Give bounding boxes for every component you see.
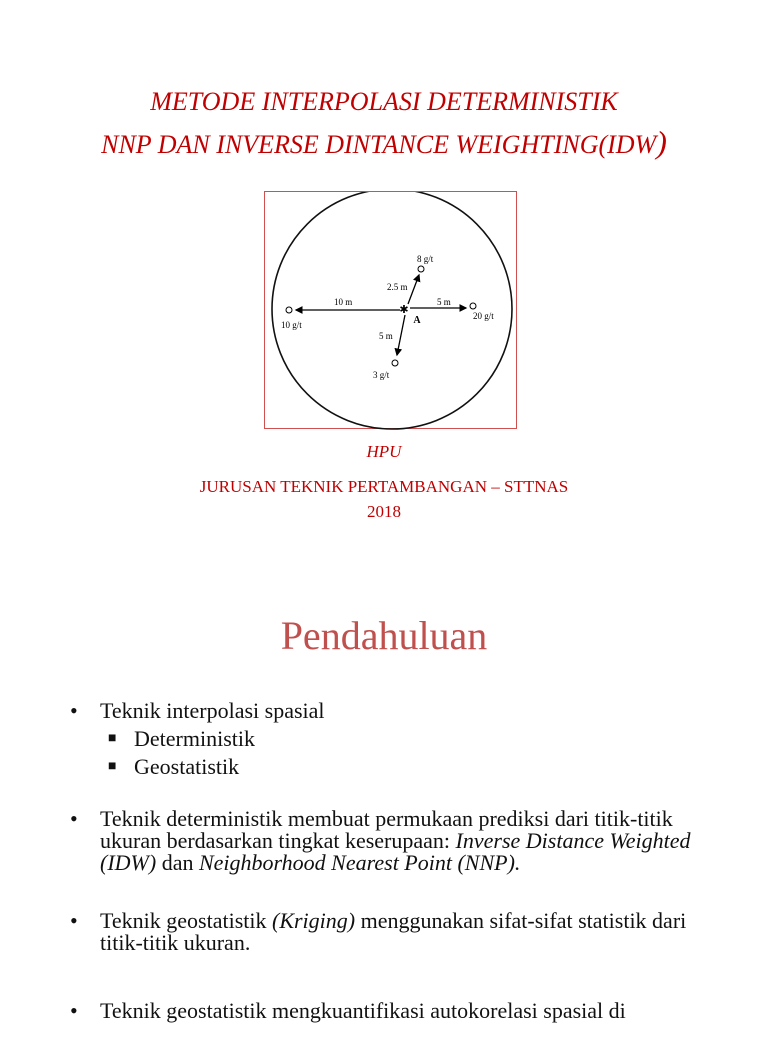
- bullet-item: [70, 808, 710, 874]
- bullet-item: [70, 910, 710, 954]
- bullet-text: dan: [156, 850, 199, 875]
- department-info: [0, 474, 768, 524]
- author-initials: HPU: [366, 442, 402, 461]
- sample-point-top: [418, 266, 424, 272]
- bullet-text: Teknik geostatistik mengkuantifikasi autokorelasi spasial di: [100, 998, 626, 1023]
- center-point-marker: ✱: [399, 304, 409, 316]
- label-top-value: 8 g/t: [417, 254, 434, 264]
- bullet-list: [70, 700, 710, 1050]
- year: 2018: [367, 502, 401, 521]
- bullet-dot: •: [70, 908, 78, 933]
- bullet-italic-text: Neighborhood Nearest Point (NNP).: [198, 850, 521, 875]
- sub-bullet-text: Geostatistik: [134, 754, 240, 779]
- label-left-value: 10 g/t: [281, 320, 302, 330]
- title-line-2: [0, 122, 768, 165]
- idw-diagram: [265, 192, 518, 430]
- bullet-text: Teknik deterministik membuat permukaan prediksi dari titik-titik ukuran berdasarkan tingkat keserupaan:: [100, 806, 673, 853]
- sub-bullet-item: [100, 756, 710, 778]
- label-top-dist: 2.5 m: [387, 282, 408, 292]
- square-bullet-icon: ■: [108, 759, 117, 774]
- title-line-2-text: NNP DAN INVERSE DINTANCE WEIGHTING(IDW: [101, 130, 657, 159]
- bullet-item: [70, 700, 710, 778]
- square-bullet-icon: ■: [108, 731, 117, 746]
- bullet-text: Teknik geostatistik: [100, 908, 272, 933]
- section-heading: Pendahuluan: [280, 613, 488, 658]
- bullet-text: menggunakan sifat-sifat statistik dari titik-titik ukuran.: [100, 908, 687, 955]
- label-right-value: 20 g/t: [473, 311, 494, 321]
- slide-title: [0, 82, 768, 165]
- sample-point-left: [286, 307, 292, 313]
- title-line-1: METODE INTERPOLASI DETERMINISTIK: [150, 87, 618, 116]
- bullet-dot: •: [70, 698, 78, 723]
- label-right-dist: 5 m: [437, 297, 451, 307]
- title-paren: ): [656, 124, 667, 160]
- sample-point-right: [470, 303, 476, 309]
- sub-bullet-text: Deterministik: [134, 726, 255, 751]
- label-left-dist: 10 m: [334, 297, 353, 307]
- label-bottom-value: 3 g/t: [373, 370, 390, 380]
- bullet-text: Teknik interpolasi spasial: [100, 698, 325, 723]
- sample-point-bottom: [392, 360, 398, 366]
- bullet-italic-text: Inverse Distance Weighted (IDW): [100, 828, 691, 875]
- idw-diagram-figure: [264, 191, 517, 429]
- bullet-dot: •: [70, 998, 78, 1023]
- label-bottom-dist: 5 m: [379, 331, 393, 341]
- bullet-dot: •: [70, 806, 78, 831]
- center-label: A: [413, 315, 421, 326]
- arrow-top: [408, 275, 419, 304]
- bullet-item: [70, 1000, 710, 1022]
- arrow-bottom: [397, 315, 405, 355]
- bullet-italic-text: (Kriging): [272, 908, 356, 933]
- sub-bullet-item: [100, 728, 710, 750]
- department-name: JURUSAN TEKNIK PERTAMBANGAN – STTNAS: [199, 477, 569, 496]
